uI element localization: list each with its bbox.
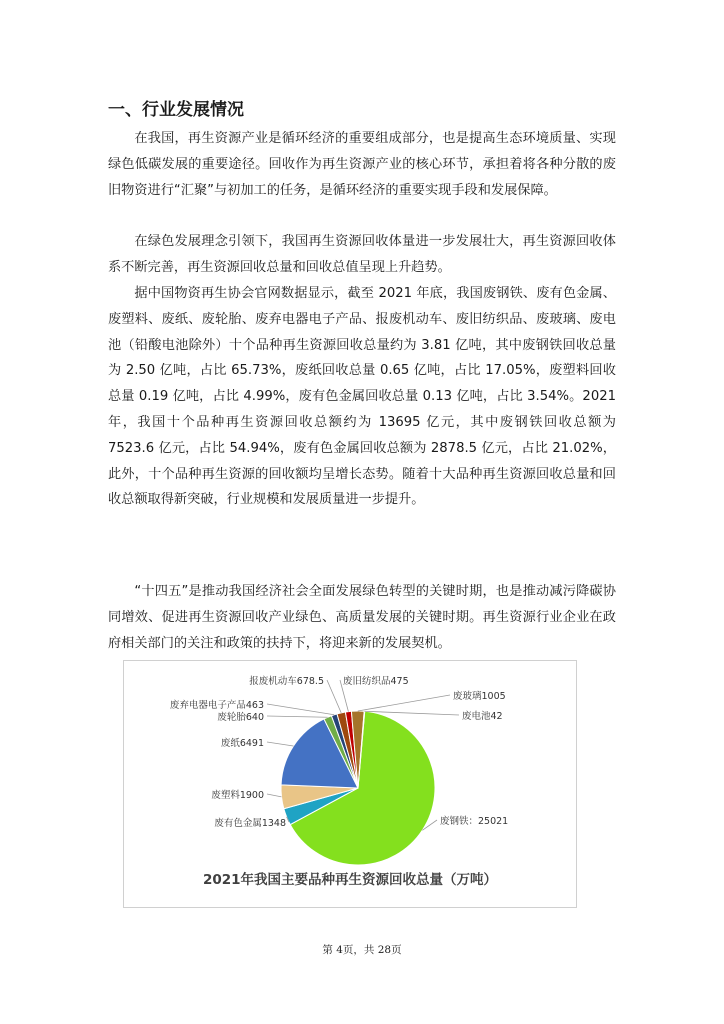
page-footer: 第 4页，共 28页 — [322, 944, 402, 956]
pie-leader-line — [267, 742, 293, 746]
paragraph-intro: 在我国，再生资源产业是循环经济的重要组成部分，也是提高生态环境质量、实现绿色低碳发展的重要途径。回收作为再生资源产业的核心环节，承担着将各种分散的废旧物资进行“汇聚”与初加工的任务，是循环经济的重要实现手段和发展保障。 — [108, 131, 616, 198]
paragraph-outlook: “十四五”是推动我国经济社会全面发展绿色转型的关键时期，也是推动减污降碳协同增效、促进再生资源回收产业绿色、高质量发展的关键时期。再生资源行业企业在政府相关部门的关注和政策的扶持下，将迎来新的发展契机。 — [108, 584, 616, 651]
chart-title: 2021年我国主要品种再生资源回收总量（万吨） — [202, 872, 498, 888]
pie-slice-label: 废玻璃1005 — [453, 691, 506, 702]
pie-slice-label: 废塑料1900 — [211, 790, 264, 801]
pie-leader-line — [267, 794, 282, 797]
pie-leader-line — [358, 695, 450, 711]
pie-slice-label: 废弃电器电子产品463 — [169, 700, 264, 711]
pie-slice-label: 废旧纺织品475 — [343, 676, 409, 687]
pie-leader-line — [267, 716, 328, 717]
pie-slice-label: 废有色金属1348 — [214, 818, 286, 829]
section-heading: 一、行业发展情况 — [108, 100, 244, 120]
pie-leader-line — [327, 680, 341, 713]
paragraph-trend: 在绿色发展理念引领下，我国再生资源回收体量进一步发展壮大，再生资源回收体系不断完善，再生资源回收总量和回收总值呈现上升趋势。 — [108, 234, 616, 275]
pie-chart — [124, 661, 576, 907]
pie-slice-label: 废纸6491 — [220, 738, 264, 749]
paragraph-statistics: 据中国物资再生协会官网数据显示，截至 2021 年底，我国废钢铁、废有色金属、废塑料、废纸、废轮胎、废弃电器电子产品、报废机动车、废旧纺织品、废玻璃、废电池（铅酸电池除外）十个品种再生资源回收总量约为 3.81 亿吨，其中废钢铁回收总量为 2.50 亿吨，占比 65.73%，废纸回收总量 0.65 亿吨，占比 17.05%，废塑料回收总量 0.19 亿吨，占比 4.99%，废有色金属回收总量 0.13 亿吨，占比 3.54%。2021 年，我国十个品种再生资源回收总额约为 13695 亿元，其中废钢铁回收总额为 7523.6 亿元，占比 54.94%，废有色金属回收总额为 2878.5 亿元，占比 21.02%，此外，十个品种再生资源的回收额均呈增长态势。随着十大品种再生资源回收总量和回收总额取得新突破，行业规模和发展质量进一步提升。 — [108, 286, 616, 508]
pie-leader-line — [267, 704, 334, 715]
pie-chart-figure — [123, 660, 577, 908]
pie-slice-label: 报废机动车678.5 — [249, 676, 324, 687]
pie-slice-label: 废电池42 — [462, 711, 503, 722]
pie-slice-label: 废轮胎640 — [217, 712, 264, 723]
pie-slice-label: 废钢铁：25021 — [440, 816, 509, 827]
